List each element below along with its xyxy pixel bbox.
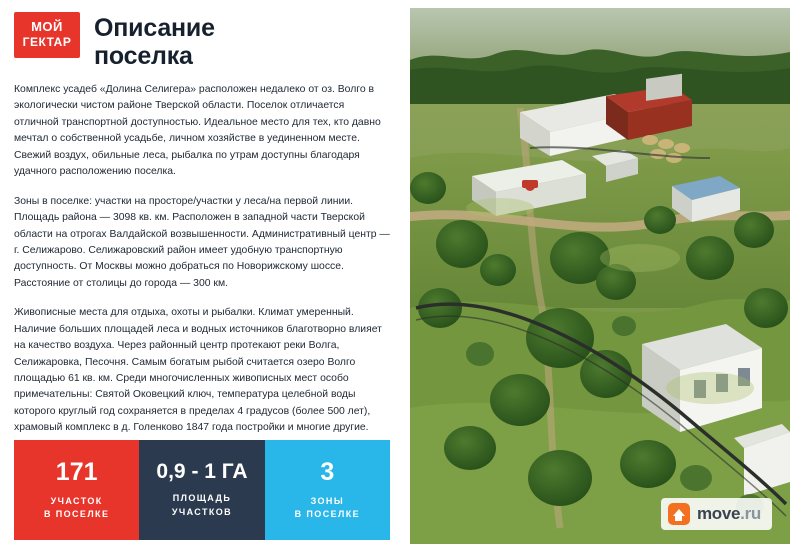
stat-caption-line-1: УЧАСТОК: [50, 495, 103, 506]
stat-value: 3: [320, 458, 335, 487]
move-logo-icon: [668, 503, 690, 525]
description-paragraph: Зоны в поселке: участки на просторе/участки у леса/на первой линии. Площадь района — 3098 кв. км. Расположен в западной части Тверской области на отрогах Валдайской возвышенности. Административный центр — г. Селижарово. Селижаровский район имеет удобную транспортную доступность. От Москвы можно добраться по Новорижскому шоссе. Расстояние от столицы до города — 300 км.: [14, 195, 390, 289]
watermark-text: [697, 504, 761, 524]
description-paragraph: Комплекс усадеб «Долина Селигера» расположен недалеко от оз. Волго в экологически чистом районе Тверской области. Поселок отличается отличной транспортной доступностью. Идеальное место для тех, кто давно мечтал о собственной усадьбе, личном хозяйстве в уединенном месте. Свежий воздух, обильные леса, рыбалка по утрам доступны благодаря удачного расположению поселка.: [14, 84, 381, 178]
description-paragraph: Живописные места для отдыха, охоты и рыбалки. Климат умеренный. Наличие больших площадей леса и водных источников благотворно влияет на качество воздуха. Через районный центр протекают реки Волга, Селижаровка, Песочня. Самым богатым рыбой считается озеро Волго площадью 61 кв. км. Среди многочисленных живописных мест особо примечательны: Святой Оковецкий ключ, температура целебной воды которого круглый год сохраняется в пределах 4 градусов (более 500 лет), храмовый комплекс в д. Голенково 1847 года постройки и многие другие.: [14, 307, 382, 434]
watermark-domain: .ru: [740, 504, 761, 523]
stat-caption-line-1: ПЛОЩАДЬ: [172, 493, 232, 504]
stat-caption-line-1: ЗОНЫ: [310, 495, 345, 506]
brand-logo: [14, 12, 80, 58]
stat-card-zones: [265, 440, 390, 540]
stat-card-plot-area: [139, 440, 264, 540]
watermark: [661, 498, 772, 530]
page-title: [94, 12, 215, 70]
stat-value: 171: [55, 458, 98, 487]
watermark-name: move: [696, 504, 741, 523]
page-title-line-1: Описание: [94, 14, 215, 42]
stat-value: 0,9 - 1 ГА: [156, 460, 248, 484]
stats-bar: [14, 440, 390, 540]
stat-caption-line-2: УЧАСТКОВ: [171, 506, 233, 517]
stat-caption-line-2: В ПОСЕЛКЕ: [43, 508, 110, 519]
logo-line-1: МОЙ: [31, 19, 63, 34]
page-title-line-2: поселка: [94, 42, 193, 70]
stat-caption: [44, 495, 109, 521]
aerial-photo-graphic: [410, 8, 790, 544]
description-body: [14, 82, 390, 437]
stat-caption-line-2: В ПОСЕЛКЕ: [294, 508, 361, 519]
stat-caption: [295, 495, 360, 521]
stat-caption: [172, 492, 232, 518]
aerial-photo: [410, 8, 790, 544]
header: [14, 12, 390, 70]
logo-line-2: ГЕКТАР: [22, 35, 72, 50]
stat-card-plots-count: [14, 440, 139, 540]
